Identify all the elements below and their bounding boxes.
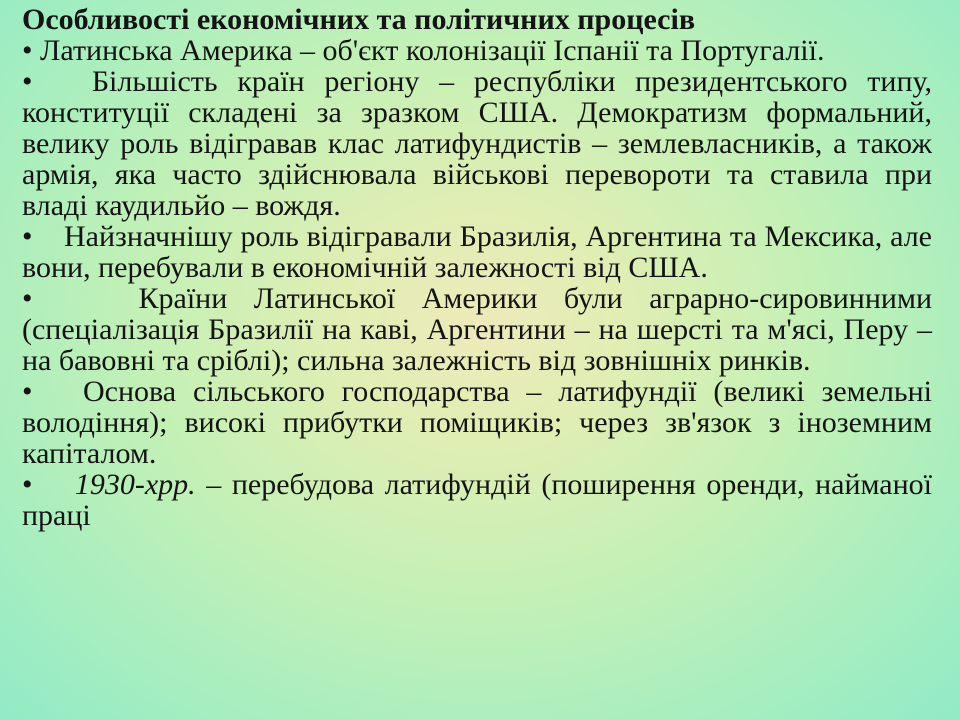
bullet-marker: • — [22, 65, 33, 98]
bullet-marker: • — [22, 34, 33, 67]
paragraph-text: – перебудова латифундій (поширення оренди, найманої праці — [22, 468, 933, 532]
bullet-paragraph — [22, 221, 932, 283]
bullet-paragraph — [22, 66, 932, 221]
bullet-marker: • — [22, 468, 33, 501]
paragraph-text: Більшість країн регіону – республіки президентського типу, конституції складені за зразком США. Демократизм формальний, велику роль відігравав клас латифундистів – землевласників, а також армія, яка часто здійснювала військові перевороти та ставила при владі каудильйо – вождя. — [22, 65, 932, 222]
paragraph-text: Основа сільського господарства – латифундії (великі земельні володіння); високі прибутки поміщиків; через зв'язок з іноземним капіталом. — [22, 375, 932, 470]
paragraph-text: Латинська Америка – об'єкт колонізації Іспанії та Португалії. — [40, 34, 825, 67]
slide-title: Особливості економічних та політичних процесів — [22, 3, 696, 36]
paragraph-text: Країни Латинської Америки були аграрно-сировинними (спеціалізація Бразилії на каві, Аргентини – на шерсті та м'ясі, Перу – на бавовні та сріблі); сильна залежність від зовнішніх ринків. — [22, 282, 932, 377]
bullet-marker: • — [22, 282, 33, 315]
bullet-paragraph — [22, 376, 932, 469]
bullet-paragraph — [22, 469, 932, 531]
date-emphasis: 1930-хрр. — [74, 468, 196, 501]
bullet-marker: • — [22, 220, 33, 253]
bullet-paragraph — [22, 35, 932, 66]
bullet-marker: • — [22, 375, 33, 408]
bullet-paragraph — [22, 283, 932, 376]
slide-content — [22, 4, 932, 531]
paragraph-text: Найзначнішу роль відігравали Бразилія, Аргентина та Мексика, але вони, перебували в економічній залежності від США. — [22, 220, 932, 284]
